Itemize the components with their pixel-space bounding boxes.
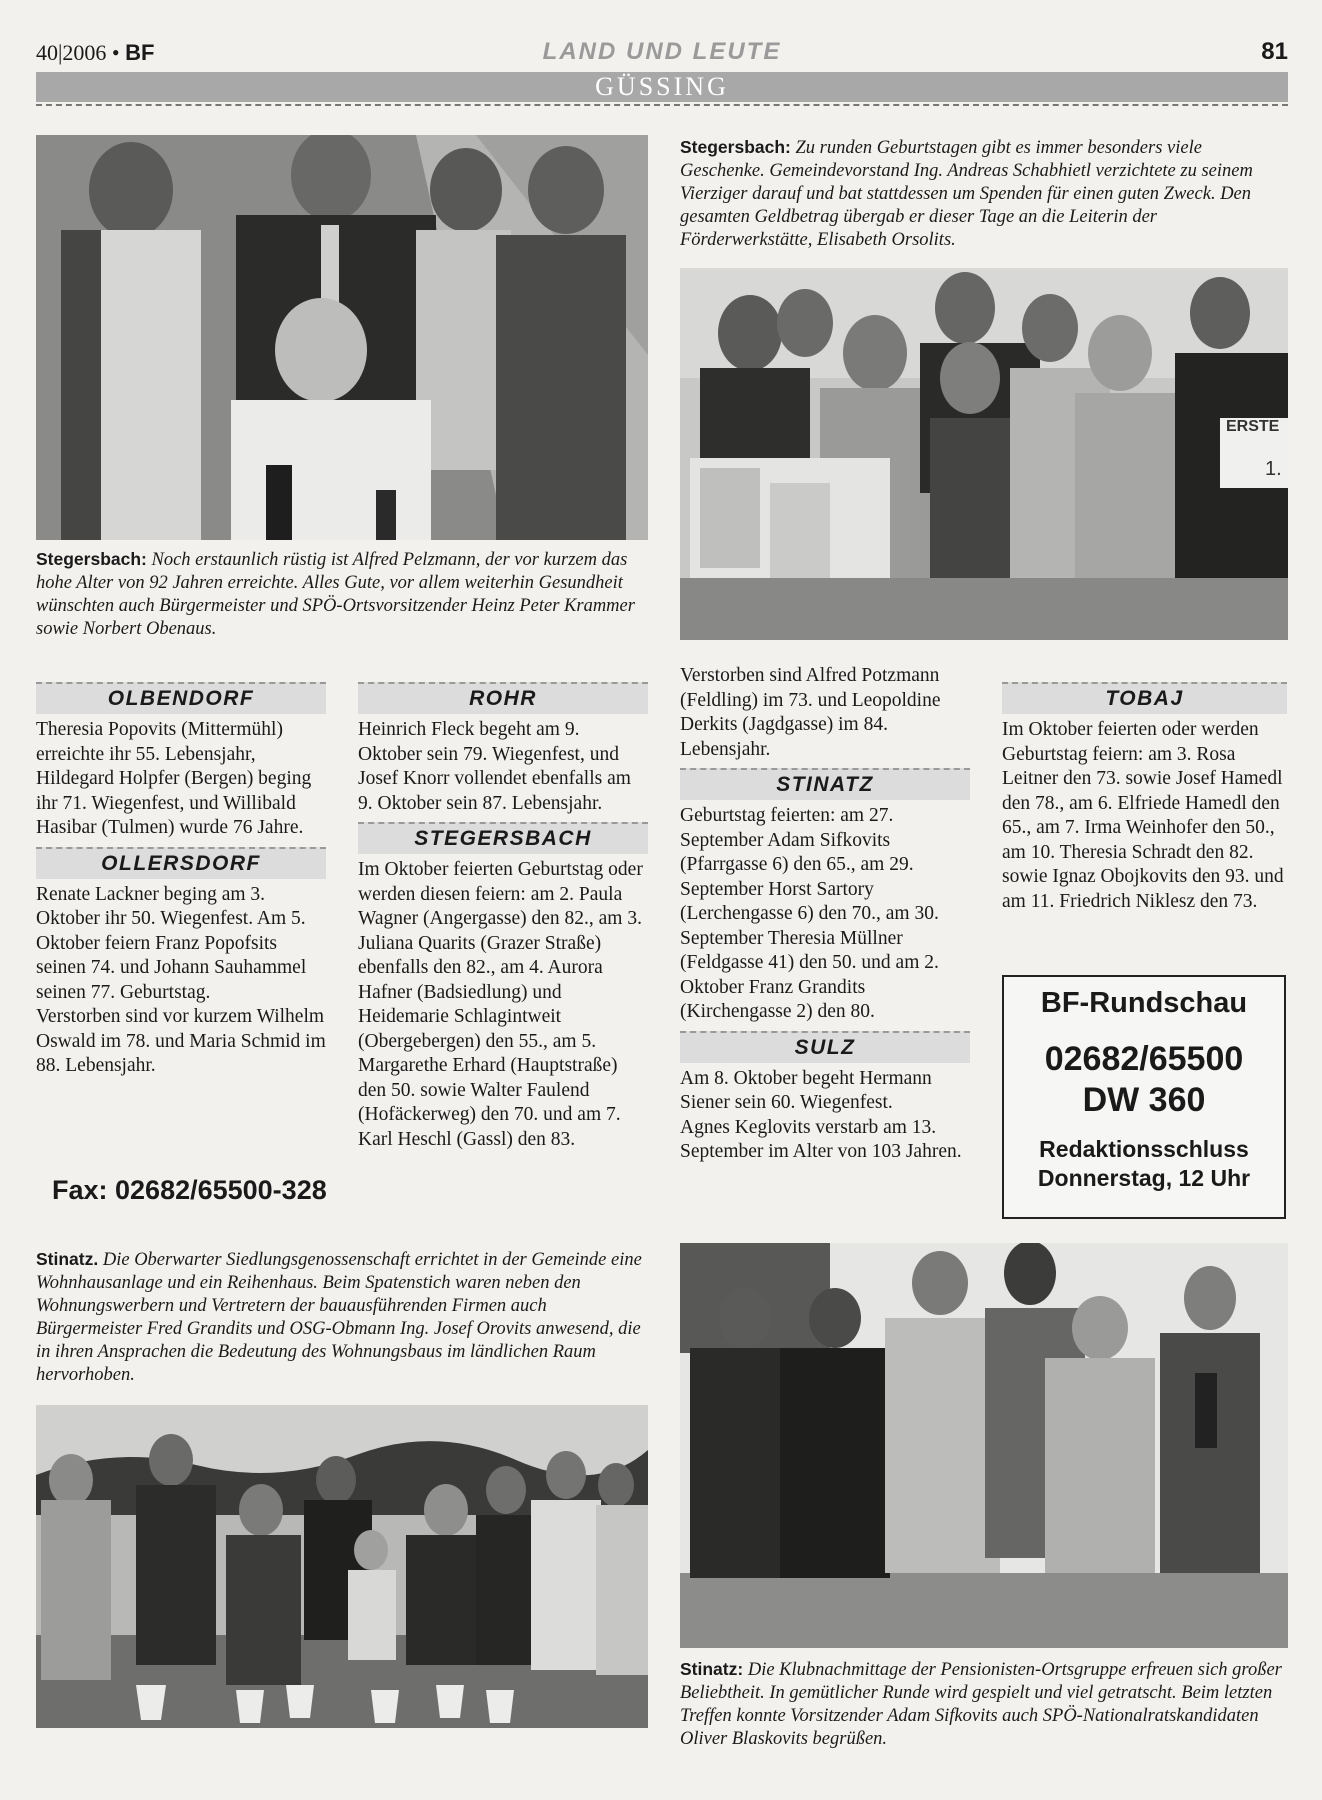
fax-number: Fax: 02682/65500-328 (52, 1175, 327, 1205)
heading-olbendorf: OLBENDORF (36, 682, 326, 714)
caption-photo1 (36, 548, 648, 641)
caption-place: Stegersbach: (680, 137, 791, 157)
photo-pensionisten (680, 1243, 1288, 1648)
heading-stegersbach: STEGERSBACH (358, 822, 648, 854)
caption-photo4 (680, 1658, 1288, 1751)
contact-phone: 02682/65500 (1044, 1040, 1244, 1078)
contact-title: BF-Rundschau (1040, 987, 1248, 1019)
photo-donation-werkstaette (680, 268, 1288, 640)
photo-birthday-pelzmann (36, 135, 648, 540)
column-2 (358, 676, 648, 1152)
photo-spatenstich (36, 1405, 648, 1728)
page-header (36, 38, 1288, 68)
deadline-time: Donnerstag, 12 Uhr (1037, 1165, 1251, 1191)
sign-banner-text: ERSTE (1226, 418, 1280, 435)
text-stinatz: Geburtstag feierten: am 27. September Adam Sifkovits (Pfarrgasse 6) den 65., am 29. September Horst Sartory (Lerchengasse 6) den 70., am 30. September Theresia Müllner (Feldgasse 41) den 50. und am 2. Oktober Franz Grandits (Kirchengasse 2) den 80. (680, 805, 939, 1022)
heading-sulz: SULZ (680, 1031, 970, 1063)
caption-text: Die Klubnachmittage der Pensionisten-Ortsgruppe erfreuen sich großer Beliebtheit. In gemütlicher Runde wird gespielt und viel getratscht. Beim letzten Treffen konnte Vorsitzender Adam Sifkovits auch SPÖ-Nationalratskandidaten Oliver Blaskovits begrüßen. (680, 1660, 1282, 1749)
text-stegersbach: Im Oktober feierten Geburtstag oder werden diesen feiern: am 2. Paula Wagner (Angergasse) den 82., am 3. Juliana Quarits (Grazer Straße) ebenfalls den 82., am 4. Aurora Hafner (Badsiedlung) und Heidemarie Schlagintweit (Obergebergen) den 55., am 5. Margarethe Erhard (Hauptstraße) den 50. sowie Walter Faulend (Hofäckerweg) den 70. und am 7. Karl Heschl (Gassl) den 83. (358, 859, 643, 1150)
heading-ollersdorf: OLLERSDORF (36, 847, 326, 879)
caption-place: Stinatz. (36, 1249, 99, 1269)
caption-photo3 (36, 1248, 648, 1387)
caption-text: Die Oberwarter Siedlungsgenossenschaft errichtet in der Gemeinde eine Wohnhausanlage und ein Reihenhaus. Beim Spatenstich waren neben den Wohnungswerbern und Vertretern der bauausführenden Firmen auch Bürgermeister Fred Grandits und OSG-Obmann Ing. Josef Orovits anwesend, die in ihren Ansprachen die Bedeutung des Wohnungsbaus im ländlichen Raum hervorhoben. (36, 1250, 642, 1385)
caption-text: Zu runden Geburtstagen gibt es immer besonders viele Geschenke. Gemeindevorstand Ing. Andreas Schabhietl verzichtete zu seinem Vierziger darauf und bat stattdessen um Spenden für einen guten Zweck. Den gesamten Geldbetrag übergab er dieser Tage an die Leiterin der Förderwerkstätte, Elisabeth Orsolits. (680, 138, 1253, 250)
publication-name: BF (125, 40, 155, 65)
caption-place: Stinatz: (680, 1659, 744, 1679)
heading-tobaj: TOBAJ (1002, 682, 1287, 714)
text-ollersdorf-deceased: Verstorben sind vor kurzem Wilhelm Oswald im 78. und Maria Schmid im 88. Lebensjahr. (36, 1006, 326, 1076)
sign-number: 1. (1265, 458, 1282, 480)
column-4 (1002, 676, 1287, 914)
header-divider (36, 104, 1288, 106)
heading-stinatz: STINATZ (680, 768, 970, 800)
caption-photo2 (680, 136, 1285, 252)
text-sulz-deceased: Agnes Keglovits verstarb am 13. September im Alter von 103 Jahren. (680, 1116, 962, 1162)
text-ollersdorf: Renate Lackner beging am 3. Oktober ihr 50. Wiegenfest. Am 5. Oktober feiern Franz Popofsits seinen 74. und Johann Sauhammel seinen 77. Geburtstag. (36, 883, 307, 1003)
section-title: LAND UND LEUTE (542, 38, 782, 65)
contact-extension: DW 360 (1082, 1081, 1206, 1119)
issue-number: 40|2006 (36, 40, 107, 65)
deadline-label: Redaktionsschluss (1039, 1136, 1249, 1162)
caption-text: Noch erstaunlich rüstig ist Alfred Pelzmann, der vor kurzem das hohe Alter von 92 Jahren erreichte. Alles Gute, vor allem weiterhin Gesundheit wünschten auch Bürgermeister und SPÖ-Ortsvorsitzender Heinz Peter Krammer sowie Norbert Obenaus. (36, 550, 635, 639)
text-stegersbach-deceased: Verstorben sind Alfred Potzmann (Feldling) im 73. und Leopoldine Derkits (Jagdgasse) im 84. Lebensjahr. (680, 665, 941, 760)
heading-rohr: ROHR (358, 682, 648, 714)
column-1 (36, 676, 326, 1079)
column-3 (680, 664, 970, 1165)
contact-box (1002, 975, 1286, 1219)
page-number: 81 (1261, 38, 1288, 65)
issue-bullet: • (111, 40, 120, 65)
text-tobaj: Im Oktober feierten oder werden Geburtstag feiern: am 3. Rosa Leitner den 73. sowie Josef Hamedl den 78., am 6. Elfriede Hamedl den 65., am 7. Irma Weinhofer den 50., am 10. Theresia Schradt den 82. sowie Ignaz Obojkovits den 93. und am 11. Friedrich Niklesz den 73. (1002, 719, 1284, 912)
text-rohr: Heinrich Fleck begeht am 9. Oktober sein 79. Wiegenfest, und Josef Knorr vollendet ebenfalls am 9. Oktober sein 87. Lebensjahr. (358, 719, 631, 814)
caption-place: Stegersbach: (36, 549, 147, 569)
region-band: GÜSSING (36, 72, 1288, 102)
text-olbendorf: Theresia Popovits (Mittermühl) erreichte ihr 55. Lebensjahr, Hildegard Holpfer (Bergen) beging ihr 71. Wiegenfest, und Willibald Hasibar (Tulmen) wurde 76 Jahre. (36, 719, 312, 838)
text-sulz: Am 8. Oktober begeht Hermann Siener sein 60. Wiegenfest. (680, 1067, 932, 1113)
